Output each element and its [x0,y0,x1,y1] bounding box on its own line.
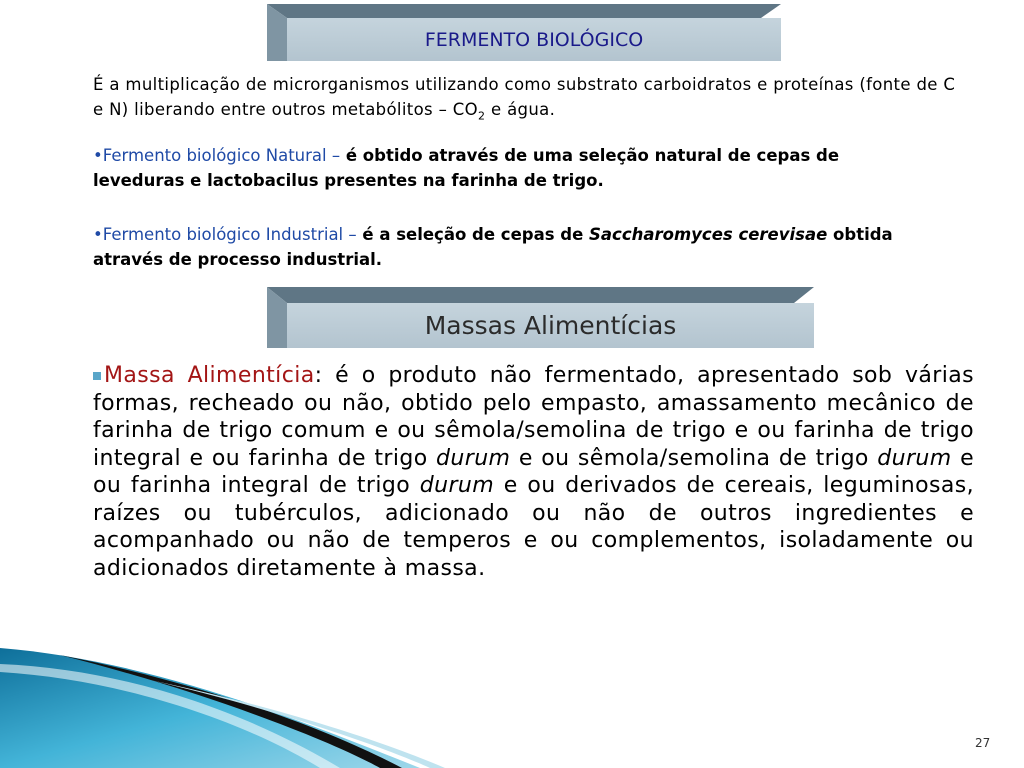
bevel-face [287,18,781,61]
bevel-top [267,4,781,18]
massa-paragraph [93,362,974,582]
massa-text: e ou farinha integral de trigo [93,445,974,498]
bevel-face [287,303,814,348]
durum-term: durum [436,445,511,471]
massa-text: e ou sêmola/semolina de trigo [510,445,878,471]
bullet: • [93,146,103,165]
species-name: Saccharomyces cerevisae [589,225,828,244]
natural-label: Fermento biológico Natural – [102,146,341,165]
durum-term: durum [419,473,495,498]
massa-text: e ou derivados de cereais, leguminosas, raízes ou tubérculos, adicionado ou não de outros ingredientes e acompanhado ou não de temperos e ou complementos, isoladamente ou adicionados diretamente à massa. [93,473,974,581]
section-title: Massas Alimentícias [424,311,677,340]
massa-term: Massa Alimentícia [104,363,315,388]
bevel-top [267,287,814,303]
title-box-massas [267,287,814,348]
co2-subscript: 2 [478,109,486,123]
industrial-text: é a seleção de cepas de [356,225,590,244]
intro-text: É a multiplicação de microrganismos utilizando como substrato carboidratos e proteínas (fonte de C e N) liberando entre outros metabólitos – CO [93,75,956,119]
intro-paragraph [93,72,963,128]
industrial-paragraph [93,222,933,272]
bullet: • [93,225,103,244]
intro-text-end: e água. [485,100,556,119]
title-box-fermento [267,4,781,61]
industrial-text-end: obtida através de processo industrial. [93,225,893,269]
industrial-label: Fermento biológico Industrial – [102,225,357,244]
square-bullet-icon [93,372,101,380]
massa-text: : é o produto não fermentado, apresentado sob várias formas, recheado ou não, obtido pelo empasto, amassamento mecânico de farinha de trigo comum e ou sêmola/semolina de trigo e ou farinha de trigo integral e ou farinha de trigo [93,363,974,471]
page-number: 27 [975,736,991,750]
natural-text: é obtido através de uma seleção natural de cepas de leveduras e lactobacilus presentes na farinha de trigo. [93,146,840,190]
natural-paragraph [93,143,933,193]
slide-title: FERMENTO BIOLÓGICO [424,28,644,51]
durum-term: durum [877,445,952,471]
